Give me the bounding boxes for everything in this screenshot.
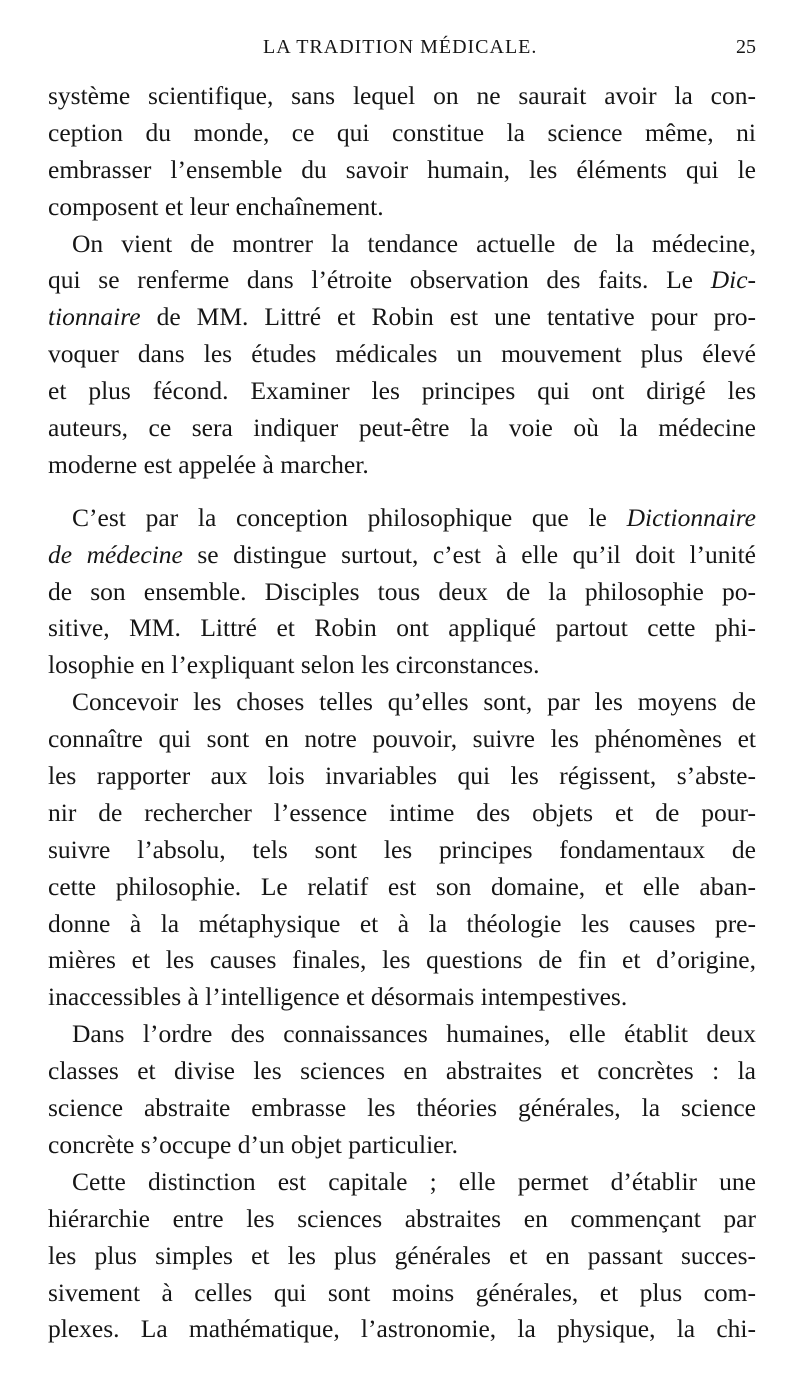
text-run: de MM. Littré et Robin est une tentative pour pro- bbox=[140, 302, 756, 332]
text-line: inaccessibles à l’intelligence et désormais intempestives. bbox=[48, 982, 628, 1012]
text-line: On vient de montrer la tendance actuelle de la médecine, bbox=[72, 228, 756, 258]
text-line bbox=[48, 537, 756, 574]
text-line: ception du monde, ce qui constitue la science même, ni bbox=[48, 117, 756, 147]
text-run: se distingue surtout, c’est à elle qu’il doit l’unité bbox=[182, 539, 756, 569]
text-line: composent et leur enchaînement. bbox=[48, 191, 384, 221]
text-line: voquer dans les études médicales un mouvement plus élevé bbox=[48, 339, 756, 369]
text-line bbox=[48, 299, 756, 336]
text-line: Concevoir les choses telles qu’elles sont, par les moyens de bbox=[72, 687, 756, 717]
text-line: donne à la métaphysique et à la théologie les causes pre- bbox=[48, 908, 756, 938]
text-line: de son ensemble. Disciples tous deux de la philosophie po- bbox=[48, 576, 756, 606]
text-line: nir de rechercher l’essence intime des objets et de pour- bbox=[48, 797, 756, 827]
text-line: les plus simples et les plus générales et en passant succes- bbox=[48, 1240, 756, 1270]
text-line: suivre l’absolu, tels sont les principes fondamentaux de bbox=[48, 834, 756, 864]
text-line bbox=[48, 500, 756, 537]
text-line: embrasser l’ensemble du savoir humain, les éléments qui le bbox=[48, 154, 756, 184]
page-number: 25 bbox=[736, 36, 756, 58]
text-line: mières et les causes finales, les questions de fin et d’origine, bbox=[48, 945, 756, 975]
text-line: les rapporter aux lois invariables qui les régissent, s’abste- bbox=[48, 761, 756, 791]
text-line: sitive, MM. Littré et Robin ont appliqué partout cette phi- bbox=[48, 613, 756, 643]
text-line: classes et divise les sciences en abstraites et concrètes : la bbox=[48, 1056, 756, 1086]
text-line: plexes. La mathématique, l’astronomie, la physique, la chi- bbox=[48, 1314, 756, 1344]
text-run: C’est par la conception philosophique que le bbox=[72, 502, 627, 532]
italic-run: Dictionnaire bbox=[626, 502, 756, 532]
text-line: auteurs, ce sera indiquer peut-être la voie où la médecine bbox=[48, 413, 756, 443]
text-line: sivement à celles qui sont moins générales, et plus com- bbox=[48, 1277, 756, 1307]
text-line: moderne est appelée à marcher. bbox=[48, 449, 369, 479]
text-line: hiérarchie entre les sciences abstraites en commençant par bbox=[48, 1203, 756, 1233]
text-line: système scientifique, sans lequel on ne saurait avoir la con- bbox=[48, 81, 756, 110]
text-line: cette philosophie. Le relatif est son domaine, et elle aban- bbox=[48, 871, 756, 901]
text-line: concrète s’occupe d’un objet particulier. bbox=[48, 1129, 458, 1159]
italic-run: tionnaire bbox=[48, 302, 141, 332]
text-line: Cette distinction est capitale ; elle permet d’établir une bbox=[72, 1166, 756, 1196]
text-line: science abstraite embrasse les théories générales, la science bbox=[48, 1093, 756, 1123]
italic-run: de médecine bbox=[48, 539, 183, 569]
text-line: et plus fécond. Examiner les principes qui ont dirigé les bbox=[48, 376, 756, 406]
text-line bbox=[48, 262, 756, 299]
text-line: Dans l’ordre des connaissances humaines, elle établit deux bbox=[72, 1019, 756, 1049]
italic-run: Dic- bbox=[710, 265, 756, 295]
running-head bbox=[48, 32, 756, 68]
text-line: losophie en l’expliquant selon les circonstances. bbox=[48, 650, 540, 680]
paragraph-gap bbox=[48, 484, 756, 500]
text-run: qui se renferme dans l’étroite observation des faits. Le bbox=[48, 265, 711, 295]
text-line: connaître qui sont en notre pouvoir, suivre les phénomènes et bbox=[48, 724, 756, 754]
body-text bbox=[48, 78, 756, 1348]
running-title: LA TRADITION MÉDICALE. bbox=[263, 36, 538, 58]
